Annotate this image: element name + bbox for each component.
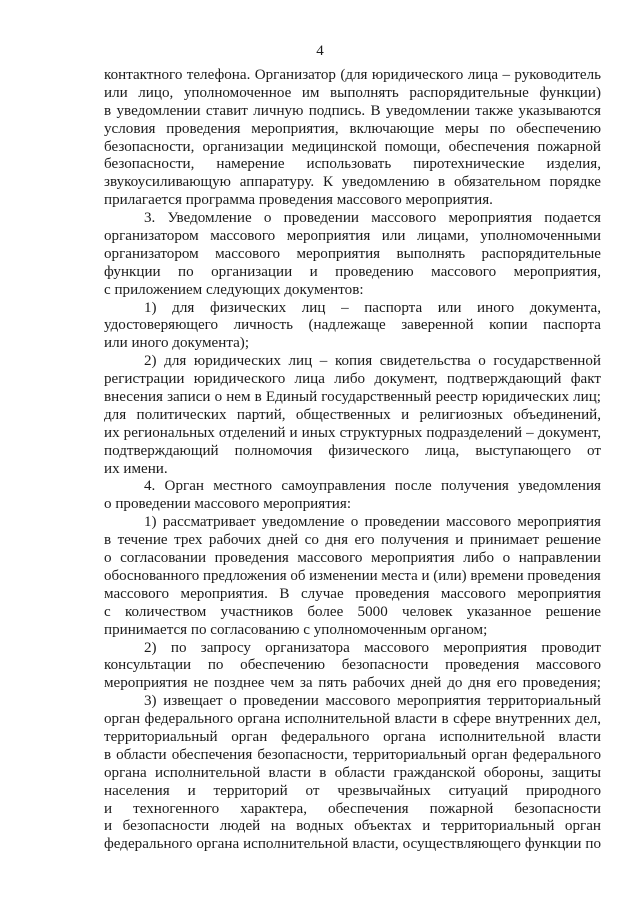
text-line-content: внесения записи о нем в Единый государственный реестр юридических лиц; — [104, 389, 601, 406]
text-line-content: их имени. — [104, 460, 168, 477]
text-line — [104, 210, 601, 228]
text-line-content: условия проведения мероприятия, включающие меры по обеспечению — [104, 120, 601, 137]
text-line-content: с количеством участников более 5000 человек указанное решение — [104, 603, 601, 620]
text-line-content: 1) рассматривает уведомление о проведении массового мероприятия — [144, 514, 601, 531]
text-line — [104, 407, 601, 425]
text-line-content: о проведении массового мероприятия: — [104, 496, 352, 513]
text-line — [104, 246, 601, 264]
text-line — [104, 478, 601, 496]
text-line-content: их региональных отделений и иных структурных подразделений – документ, — [104, 424, 601, 441]
text-line — [104, 139, 601, 157]
text-line — [104, 747, 601, 765]
text-line — [104, 264, 601, 282]
text-line-content: безопасности, намерение использовать пиротехнические изделия, — [104, 156, 601, 173]
text-line — [104, 801, 601, 819]
text-line — [104, 103, 601, 121]
text-line-content: и техногенного характера, обеспечения пожарной безопасности — [104, 800, 601, 817]
text-line-content: организатором массового мероприятия или лицами, уполномоченными — [104, 228, 601, 245]
text-line — [104, 586, 601, 604]
text-line — [104, 765, 601, 783]
text-line-content: органа исполнительной власти в области гражданской обороны, защиты — [104, 764, 601, 781]
text-line — [104, 121, 601, 139]
text-line — [104, 317, 601, 335]
text-line-content: звукоусиливающую аппаратуру. К уведомлению в обязательном порядке — [104, 174, 601, 191]
text-line-content: федерального органа исполнительной власти, осуществляющего функции по — [104, 836, 601, 853]
text-line-content: контактного телефона. Организатор (для юридического лица – руководитель — [104, 67, 601, 83]
text-line — [104, 818, 601, 836]
text-line — [104, 192, 601, 210]
text-line — [104, 174, 601, 192]
text-line-content: принимается по согласованию с уполномоченным органом; — [104, 621, 488, 638]
text-line — [104, 335, 601, 353]
text-line — [104, 282, 601, 300]
text-line-content: о согласовании проведения массового мероприятия либо о направлении — [104, 550, 601, 567]
text-line-content: 2) по запросу организатора массового мероприятия проводит — [144, 639, 601, 656]
text-line — [104, 550, 601, 568]
text-line-content: обоснованного предложения об изменении места и (или) времени проведения — [104, 567, 601, 584]
text-line-content: орган федерального органа исполнительной власти в сфере внутренних дел, — [104, 711, 601, 728]
text-line — [104, 836, 601, 854]
text-line-content: прилагается программа проведения массового мероприятия. — [104, 192, 493, 209]
text-line-content: в уведомлении ставит личную подпись. В уведомлении также указываются — [104, 102, 601, 119]
text-line-content: регистрации юридического лица либо документ, подтверждающий факт — [104, 371, 601, 388]
text-line-content: населения и территорий от чрезвычайных ситуаций природного — [104, 782, 601, 799]
text-line-content: организатором массового мероприятия выполнять распорядительные — [104, 245, 601, 262]
text-line-content: 3) извещает о проведении массового мероприятия территориальный — [144, 693, 601, 710]
text-line-content: в области обеспечения безопасности, территориальный орган федерального — [104, 746, 601, 763]
document-body — [104, 67, 601, 854]
text-line-content: подтверждающий полномочия физического лица, выступающего от — [104, 442, 601, 459]
text-line — [104, 604, 601, 622]
text-line — [104, 657, 601, 675]
text-line — [104, 371, 601, 389]
text-line-content: с приложением следующих документов: — [104, 281, 364, 298]
text-line — [104, 156, 601, 174]
text-line-content: для политических партий, общественных и религиозных объединений, — [104, 406, 601, 423]
text-line-content: функции по организации и проведению массового мероприятия, — [104, 263, 601, 280]
text-line — [104, 67, 601, 85]
text-line-content: в течение трех рабочих дней со дня его получения и принимает решение — [104, 532, 601, 549]
text-line — [104, 729, 601, 747]
text-line-content: 1) для физических лиц – паспорта или иного документа, — [144, 299, 601, 316]
text-line-content: массового мероприятия. В случае проведения массового мероприятия — [104, 585, 601, 602]
text-line — [104, 443, 601, 461]
text-line-content: территориальный орган федерального органа исполнительной власти — [104, 728, 601, 745]
text-line — [104, 711, 601, 729]
text-line — [104, 532, 601, 550]
text-line — [104, 640, 601, 658]
text-line — [104, 425, 601, 443]
text-line — [104, 461, 601, 479]
text-line — [104, 496, 601, 514]
text-line — [104, 568, 601, 586]
text-line-content: 3. Уведомление о проведении массового мероприятия подается — [144, 210, 601, 227]
text-line — [104, 675, 601, 693]
text-line — [104, 228, 601, 246]
text-line-content: или лицо, уполномоченное им выполнять распорядительные функции) — [104, 84, 601, 101]
text-line — [104, 783, 601, 801]
text-line-content: мероприятия не позднее чем за пять рабочих дней до дня его проведения; — [104, 675, 601, 692]
text-line-content: 2) для юридических лиц – копия свидетельства о государственной — [144, 353, 601, 370]
text-line — [104, 693, 601, 711]
text-line-content: консультации по обеспечению безопасности проведения массового — [104, 657, 601, 674]
text-line-content: безопасности, организации медицинской помощи, обеспечения пожарной — [104, 138, 601, 155]
text-line — [104, 300, 601, 318]
text-line — [104, 389, 601, 407]
text-line — [104, 514, 601, 532]
text-line-content: удостоверяющего личность (надлежаще заверенной копии паспорта — [104, 317, 601, 334]
text-line-content: и безопасности людей на водных объектах и территориальный орган — [104, 818, 601, 835]
text-line — [104, 353, 601, 371]
text-line — [104, 85, 601, 103]
page-number: 4 — [316, 43, 324, 59]
text-line — [104, 622, 601, 640]
text-line-content: 4. Орган местного самоуправления после получения уведомления — [144, 478, 601, 495]
text-line-content: или иного документа); — [104, 335, 250, 352]
